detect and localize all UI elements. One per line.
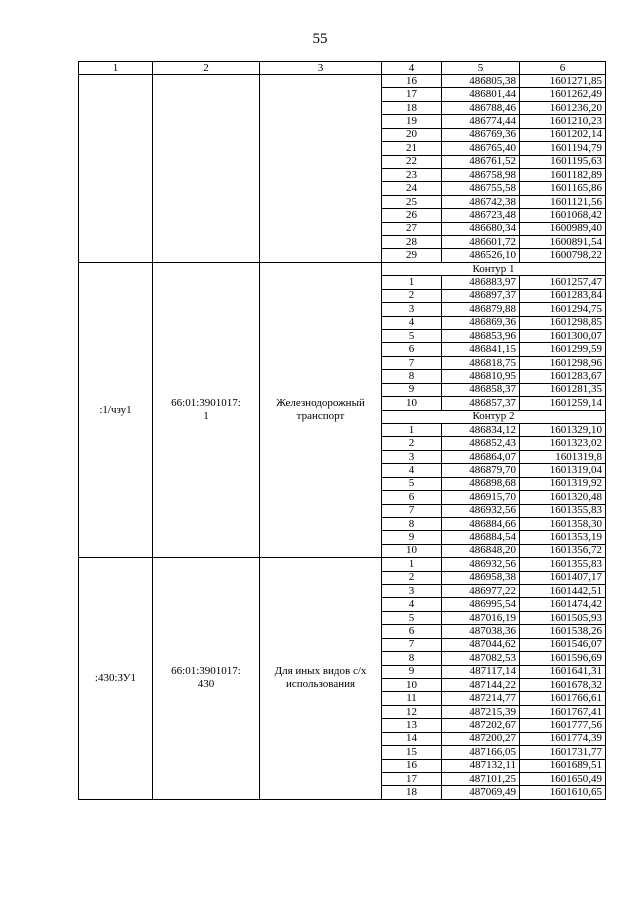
coord-x: 486788,46 — [442, 101, 520, 114]
coord-x: 487215,39 — [442, 705, 520, 718]
coord-x: 487166,05 — [442, 746, 520, 759]
coord-y: 1601650,49 — [520, 772, 606, 785]
point-number: 12 — [382, 705, 442, 718]
point-number: 7 — [382, 638, 442, 651]
coord-x: 486841,15 — [442, 343, 520, 356]
coord-y: 1601121,56 — [520, 195, 606, 208]
coord-x: 486805,38 — [442, 75, 520, 88]
point-number: 21 — [382, 142, 442, 155]
coord-x: 486742,38 — [442, 195, 520, 208]
coord-y: 1601281,35 — [520, 383, 606, 396]
coord-x: 486761,52 — [442, 155, 520, 168]
point-number: 10 — [382, 678, 442, 691]
coord-x: 486879,70 — [442, 464, 520, 477]
point-number: 6 — [382, 625, 442, 638]
coord-x: 486755,58 — [442, 182, 520, 195]
coord-x: 486853,96 — [442, 330, 520, 343]
point-number: 24 — [382, 182, 442, 195]
coord-y: 1601596,69 — [520, 652, 606, 665]
cadastral-number — [153, 75, 260, 263]
point-number: 23 — [382, 168, 442, 181]
cadastral-number: 66:01:3901017: 430 — [153, 558, 260, 800]
point-number: 7 — [382, 356, 442, 369]
coord-x: 486858,37 — [442, 383, 520, 396]
coord-x: 487044,62 — [442, 638, 520, 651]
coord-y: 1601774,39 — [520, 732, 606, 745]
coord-x: 487132,11 — [442, 759, 520, 772]
land-use-type: Железнодорожный транспорт — [260, 262, 382, 557]
land-use-type: Для иных видов с/х использования — [260, 558, 382, 800]
coord-y: 1601641,31 — [520, 665, 606, 678]
coord-x: 487069,49 — [442, 786, 520, 799]
coord-x: 487117,14 — [442, 665, 520, 678]
coord-y: 1600798,22 — [520, 249, 606, 262]
coord-y: 1601300,07 — [520, 330, 606, 343]
coord-y: 1601610,65 — [520, 786, 606, 799]
point-number: 16 — [382, 759, 442, 772]
point-number: 18 — [382, 101, 442, 114]
point-number: 19 — [382, 115, 442, 128]
point-number: 10 — [382, 397, 442, 410]
point-number: 4 — [382, 598, 442, 611]
contour-title: Контур 2 — [382, 410, 606, 423]
coord-y: 1600989,40 — [520, 222, 606, 235]
coord-y: 1601294,75 — [520, 303, 606, 316]
coord-x: 486810,95 — [442, 370, 520, 383]
coord-y: 1601068,42 — [520, 209, 606, 222]
coord-x: 486958,38 — [442, 571, 520, 584]
coord-x: 487016,19 — [442, 611, 520, 624]
coord-y: 1601299,59 — [520, 343, 606, 356]
coord-x: 487214,77 — [442, 692, 520, 705]
coord-y: 1601195,63 — [520, 155, 606, 168]
coord-y: 1601767,41 — [520, 705, 606, 718]
coord-x: 486857,37 — [442, 397, 520, 410]
point-number: 5 — [382, 611, 442, 624]
point-number: 28 — [382, 236, 442, 249]
coord-y: 1601678,32 — [520, 678, 606, 691]
point-number: 1 — [382, 423, 442, 436]
point-number: 5 — [382, 330, 442, 343]
point-number: 1 — [382, 558, 442, 571]
point-number: 27 — [382, 222, 442, 235]
point-number: 15 — [382, 746, 442, 759]
coord-x: 486884,66 — [442, 517, 520, 530]
coord-x: 486898,68 — [442, 477, 520, 490]
table-row — [79, 558, 606, 571]
point-number: 4 — [382, 464, 442, 477]
header-cell: 5 — [442, 62, 520, 75]
point-number: 20 — [382, 128, 442, 141]
point-number: 14 — [382, 732, 442, 745]
point-number: 3 — [382, 450, 442, 463]
coord-y: 1601474,42 — [520, 598, 606, 611]
coord-y: 1601329,10 — [520, 423, 606, 436]
coord-y: 1601298,85 — [520, 316, 606, 329]
coord-x: 486977,22 — [442, 585, 520, 598]
coord-x: 486758,98 — [442, 168, 520, 181]
contour-title-row — [79, 262, 606, 275]
coord-y: 1601298,96 — [520, 356, 606, 369]
contour-title: Контур 1 — [382, 262, 606, 275]
header-cell: 6 — [520, 62, 606, 75]
point-number: 6 — [382, 491, 442, 504]
point-number: 17 — [382, 88, 442, 101]
header-cell: 3 — [260, 62, 382, 75]
coord-y: 1601355,83 — [520, 504, 606, 517]
coord-x: 486526,10 — [442, 249, 520, 262]
coord-y: 1601283,84 — [520, 289, 606, 302]
coord-y: 1601766,61 — [520, 692, 606, 705]
coord-x: 487144,22 — [442, 678, 520, 691]
header-cell: 1 — [79, 62, 153, 75]
coord-x: 486869,36 — [442, 316, 520, 329]
header-cell: 4 — [382, 62, 442, 75]
point-number: 4 — [382, 316, 442, 329]
coord-x: 487082,53 — [442, 652, 520, 665]
coord-y: 1601165,86 — [520, 182, 606, 195]
point-number: 13 — [382, 719, 442, 732]
point-number: 17 — [382, 772, 442, 785]
point-number: 6 — [382, 343, 442, 356]
coord-y: 1601257,47 — [520, 276, 606, 289]
point-number: 3 — [382, 303, 442, 316]
coord-x: 486852,43 — [442, 437, 520, 450]
land-use-type — [260, 75, 382, 263]
coord-y: 1601442,51 — [520, 585, 606, 598]
coord-y: 1601202,14 — [520, 128, 606, 141]
coord-y: 1601358,30 — [520, 517, 606, 530]
coord-x: 486915,70 — [442, 491, 520, 504]
coord-y: 1601236,20 — [520, 101, 606, 114]
coord-x: 486834,12 — [442, 423, 520, 436]
coord-x: 486723,48 — [442, 209, 520, 222]
coord-y: 1601505,93 — [520, 611, 606, 624]
coord-y: 1601731,77 — [520, 746, 606, 759]
coord-x: 486769,36 — [442, 128, 520, 141]
coord-y: 1601538,26 — [520, 625, 606, 638]
point-number: 8 — [382, 517, 442, 530]
point-number: 29 — [382, 249, 442, 262]
point-number: 8 — [382, 652, 442, 665]
coord-y: 1601182,89 — [520, 168, 606, 181]
coord-x: 486932,56 — [442, 558, 520, 571]
coord-x: 486879,88 — [442, 303, 520, 316]
coord-x: 486818,75 — [442, 356, 520, 369]
coord-x: 487101,25 — [442, 772, 520, 785]
coord-x: 486864,07 — [442, 450, 520, 463]
point-number: 9 — [382, 531, 442, 544]
coord-x: 487202,67 — [442, 719, 520, 732]
coord-y: 1601356,72 — [520, 544, 606, 557]
header-cell: 2 — [153, 62, 260, 75]
coord-y: 1601777,56 — [520, 719, 606, 732]
point-number: 9 — [382, 383, 442, 396]
coord-x: 486995,54 — [442, 598, 520, 611]
coord-y: 1601319,04 — [520, 464, 606, 477]
coord-x: 486801,44 — [442, 88, 520, 101]
coord-y: 1601210,23 — [520, 115, 606, 128]
cadastral-number: 66:01:3901017: 1 — [153, 262, 260, 557]
page-number: 55 — [312, 31, 328, 47]
coord-y: 1601319,92 — [520, 477, 606, 490]
plot-designation: :1/чзу1 — [79, 262, 153, 557]
point-number: 5 — [382, 477, 442, 490]
coord-x: 486601,72 — [442, 236, 520, 249]
coord-y: 1601259,14 — [520, 397, 606, 410]
point-number: 3 — [382, 585, 442, 598]
point-number: 18 — [382, 786, 442, 799]
point-number: 2 — [382, 571, 442, 584]
coord-x: 486774,44 — [442, 115, 520, 128]
point-number: 9 — [382, 665, 442, 678]
point-number: 10 — [382, 544, 442, 557]
plot-designation — [79, 75, 153, 263]
coord-y: 1600891,54 — [520, 236, 606, 249]
coord-y: 1601353,19 — [520, 531, 606, 544]
coord-x: 486897,37 — [442, 289, 520, 302]
coord-y: 1601355,83 — [520, 558, 606, 571]
coord-y: 1601323,02 — [520, 437, 606, 450]
coord-x: 487038,36 — [442, 625, 520, 638]
coord-y: 1601689,51 — [520, 759, 606, 772]
point-number: 1 — [382, 276, 442, 289]
coord-y: 1601407,17 — [520, 571, 606, 584]
coord-y: 1601194,79 — [520, 142, 606, 155]
table-row — [79, 75, 606, 88]
coord-x: 486848,20 — [442, 544, 520, 557]
plot-designation: :430:ЗУ1 — [79, 558, 153, 800]
coord-y: 1601319,8 — [520, 450, 606, 463]
coord-y: 1601262,49 — [520, 88, 606, 101]
coord-x: 486932,56 — [442, 504, 520, 517]
coord-y: 1601546,07 — [520, 638, 606, 651]
coord-x: 486883,97 — [442, 276, 520, 289]
coord-x: 486765,40 — [442, 142, 520, 155]
header-row — [79, 62, 606, 75]
point-number: 25 — [382, 195, 442, 208]
coord-y: 1601271,85 — [520, 75, 606, 88]
point-number: 26 — [382, 209, 442, 222]
coord-y: 1601283,67 — [520, 370, 606, 383]
point-number: 22 — [382, 155, 442, 168]
point-number: 2 — [382, 437, 442, 450]
coord-x: 486884,54 — [442, 531, 520, 544]
coord-y: 1601320,48 — [520, 491, 606, 504]
point-number: 11 — [382, 692, 442, 705]
coord-x: 486680,34 — [442, 222, 520, 235]
point-number: 8 — [382, 370, 442, 383]
coord-x: 487200,27 — [442, 732, 520, 745]
point-number: 7 — [382, 504, 442, 517]
coordinates-table — [78, 61, 606, 800]
point-number: 2 — [382, 289, 442, 302]
point-number: 16 — [382, 75, 442, 88]
